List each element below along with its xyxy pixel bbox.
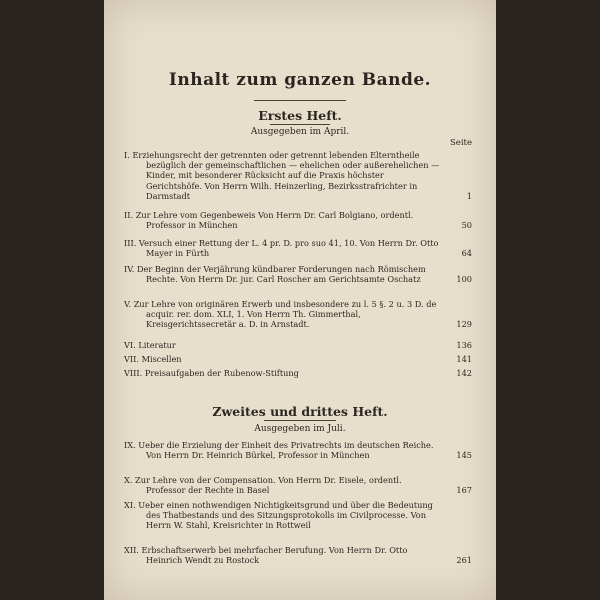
- toc-entry: [124, 475, 472, 495]
- section-2-title: Zweites und drittes Heft.: [212, 404, 388, 419]
- entry-number: VIII.: [124, 368, 143, 378]
- entry-page: 141: [456, 354, 472, 364]
- toc-entry: [124, 150, 472, 201]
- entry-number: IV.: [124, 264, 135, 274]
- entry-text: Miscellen: [141, 354, 182, 364]
- entry-text: Zur Lehre vom Gegenbeweis Von Herrn Dr. Carl Bolgiano, ordentl. Professor in München: [135, 210, 414, 231]
- entry-page: 50: [461, 220, 472, 231]
- entry-text: Der Beginn der Verjährung kündbarer Forderungen nach Römischem Rechte. Von Herrn Dr. jur. Carl Roscher am Gerichtsamte Oschatz: [136, 264, 426, 285]
- section-2-rule: [264, 420, 336, 421]
- entry-page: 129: [456, 319, 472, 330]
- entry-page: 100: [456, 274, 472, 285]
- section-1-title: Erstes Heft.: [258, 108, 342, 123]
- entry-text: Erbschaftserwerb bei mehrfacher Berufung. Von Herrn Dr. Otto Heinrich Wendt zu Rostock: [141, 545, 408, 566]
- entry-page: 64: [461, 248, 472, 259]
- entry-number: IX.: [124, 440, 136, 450]
- section-2-subtitle: Ausgegeben im Juli.: [254, 424, 346, 434]
- section-1-subtitle: Ausgegeben im April.: [250, 127, 350, 137]
- entry-number: XII.: [124, 545, 139, 555]
- section-1-rule: [270, 124, 330, 125]
- entry-text: Zur Lehre von der Compensation. Von Herrn Dr. Eisele, ordentl. Professor der Rechte in Basel: [135, 475, 402, 496]
- toc-entry: [124, 354, 472, 364]
- entry-page: 1: [466, 190, 472, 201]
- entry-number: III.: [124, 238, 137, 248]
- toc-entry: [124, 545, 472, 565]
- entry-text: Ueber einen nothwendigen Nichtigkeitsgrund und über die Bedeutung des Thatbestands und des Sitzungsprotokolls im Civilprocesse. Von Herrn W. Stahl, Kreisrichter in Rottweil: [138, 500, 433, 531]
- entry-number: VII.: [124, 354, 139, 364]
- toc-entry: [124, 440, 472, 460]
- entry-text: Preisaufgaben der Rubenow-Stiftung: [144, 368, 299, 378]
- entry-number: VI.: [124, 340, 136, 350]
- page-title: Inhalt zum ganzen Bande.: [168, 70, 432, 90]
- entry-text: Ueber die Erzielung der Einheit des Privatrechts im deutschen Reiche. Von Herrn Dr. Heinrich Bürkel, Professor in München: [138, 440, 434, 461]
- title-rule: [254, 100, 346, 101]
- entry-page: 145: [456, 450, 472, 461]
- entry-number: V.: [124, 299, 132, 309]
- toc-entry: [124, 368, 472, 378]
- toc-entry: [124, 238, 472, 258]
- entry-number: X.: [124, 475, 133, 485]
- toc-entry: [124, 210, 472, 230]
- entry-page: 142: [456, 368, 472, 378]
- document-page: [104, 0, 496, 600]
- toc-entry: [124, 340, 472, 350]
- entry-text: Erziehungsrecht der getrennten oder getrennt lebenden Elterntheile bezüglich der gemeinschaftlichen — ehelichen oder außerehelichen — Kinder, mit besonderer Rücksicht auf die Praxis höchster Gerichtshöfe. Von Herrn Wilh. Heinzerling, Bezirksstrafrichter in Darmstadt: [132, 150, 440, 201]
- entry-text: Literatur: [138, 340, 176, 350]
- entry-page: 167: [456, 485, 472, 496]
- toc-entry: [124, 264, 472, 284]
- entry-page: 136: [456, 340, 472, 350]
- toc-entry: [124, 500, 472, 531]
- toc-entry: [124, 299, 472, 330]
- entry-page: [456, 530, 472, 540]
- entry-text: Zur Lehre von originären Erwerb und insbesondere zu l. 5 §. 2 u. 3 D. de acquir. rer. dom. XLI, 1. Von Herrn Th. Gimmerthal, Kreisgerichtssecretär a. D. in Arnstadt.: [133, 299, 437, 330]
- entry-number: II.: [124, 210, 134, 220]
- entry-page: 261: [456, 555, 472, 566]
- entry-number: I.: [124, 150, 130, 160]
- entry-number: XI.: [124, 500, 136, 510]
- seite-label: Seite: [449, 138, 472, 148]
- entry-text: Versuch einer Rettung der L. 4 pr. D. pro suo 41, 10. Von Herrn Dr. Otto Mayer in Fürth: [138, 238, 439, 259]
